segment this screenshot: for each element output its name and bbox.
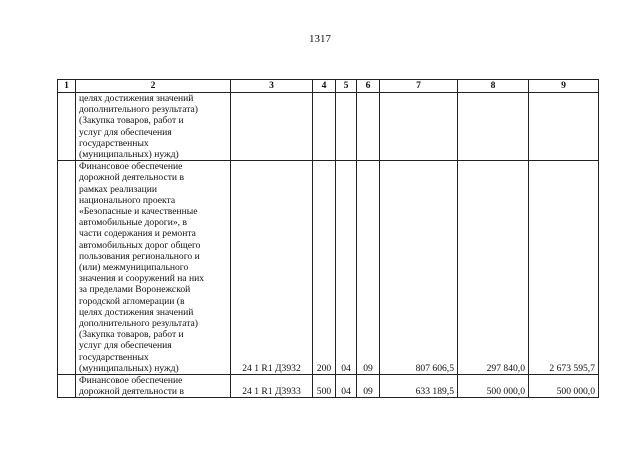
row-target-code <box>231 93 313 161</box>
row-target-code: 24 1 R1 Д3933 <box>231 375 313 398</box>
header-cell: 4 <box>313 80 336 93</box>
row-subsection: 09 <box>357 375 380 398</box>
row-amount-3 <box>529 93 599 161</box>
row-section <box>336 93 357 161</box>
row-amount-2: 297 840,0 <box>458 161 529 375</box>
header-cell: 6 <box>357 80 380 93</box>
table-row <box>58 161 599 375</box>
row-description-text: Финансовое обеспечение дорожной деятельности в <box>79 375 184 398</box>
row-subsection: 09 <box>357 161 380 375</box>
row-subsection <box>357 93 380 161</box>
budget-table <box>57 79 599 398</box>
header-cell: 3 <box>231 80 313 93</box>
row-expense-type <box>313 93 336 161</box>
row-description-text: Финансовое обеспечение дорожной деятельности в рамках реализации национального проекта «Безопасные и качественные автомобильные дороги», в части содержания и ремонта автомобильных дорог общего пользования регионального и (или) межмуниципального значения и сооружений на них за пределами Воронежской городской агломерации (в целях достижения значений дополнительного результата) (Закупка товаров, работ и услуг для обеспечения государственных (муниципальных) нужд) <box>79 161 205 374</box>
row-section: 04 <box>336 161 357 375</box>
row-target-code: 24 1 R1 Д3932 <box>231 161 313 375</box>
row-expense-type: 500 <box>313 375 336 398</box>
row-amount-1: 633 189,5 <box>380 375 458 398</box>
row-amount-2: 500 000,0 <box>458 375 529 398</box>
header-cell: 7 <box>380 80 458 93</box>
header-row <box>58 80 599 93</box>
row-blank-cell <box>58 161 76 375</box>
table-row <box>58 375 599 398</box>
row-section: 04 <box>336 375 357 398</box>
row-description <box>76 93 231 161</box>
row-amount-3: 500 000,0 <box>529 375 599 398</box>
row-amount-1 <box>380 93 458 161</box>
row-description <box>76 375 231 398</box>
header-cell: 9 <box>529 80 599 93</box>
row-blank-cell <box>58 93 76 161</box>
table-row <box>58 93 599 161</box>
row-amount-1: 807 606,5 <box>380 161 458 375</box>
header-cell: 8 <box>458 80 529 93</box>
page-number: 1317 <box>309 33 331 45</box>
header-cell: 1 <box>58 80 76 93</box>
row-description-text: целях достижения значений дополнительного результата) (Закупка товаров, работ и услуг для обеспечения государственных (муниципальных) нужд) <box>79 93 198 161</box>
row-expense-type: 200 <box>313 161 336 375</box>
row-amount-2 <box>458 93 529 161</box>
row-amount-3: 2 673 595,7 <box>529 161 599 375</box>
row-blank-cell <box>58 375 76 398</box>
header-cell: 5 <box>336 80 357 93</box>
row-description <box>76 161 231 375</box>
header-cell: 2 <box>76 80 231 93</box>
